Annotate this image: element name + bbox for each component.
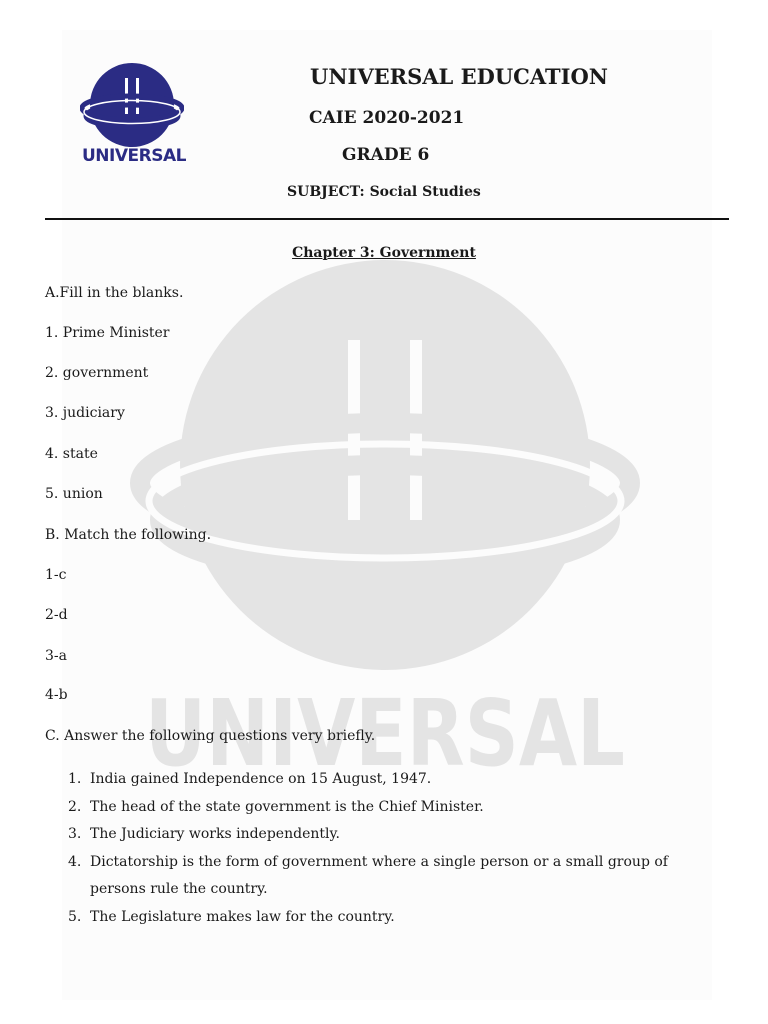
list-item bbox=[68, 849, 708, 904]
section-b-heading: B. Match the following. bbox=[45, 527, 212, 543]
subject-label: SUBJECT: bbox=[287, 184, 365, 200]
list-item-text: The Legislature makes law for the country. bbox=[90, 908, 395, 925]
section-a-item: 2. government bbox=[45, 365, 149, 381]
watermark-emblem bbox=[120, 255, 650, 775]
list-item-number: 1. bbox=[68, 771, 82, 787]
header-divider bbox=[45, 218, 729, 220]
list-item-number: 2. bbox=[68, 798, 82, 815]
list-item bbox=[68, 766, 708, 794]
list-item-text: Dictatorship is the form of government where a single person or a small group of persons rule the country. bbox=[90, 853, 668, 897]
section-c-heading: C. Answer the following questions very briefly. bbox=[45, 728, 376, 744]
logo-text: UNIVERSAL bbox=[82, 146, 186, 166]
org-name: UNIVERSAL EDUCATION bbox=[310, 64, 608, 89]
section-b-item: 3-a bbox=[45, 648, 67, 664]
section-b-item: 2-d bbox=[45, 607, 68, 623]
list-item-text: India gained Independence on 15 August, 1947. bbox=[90, 771, 432, 787]
section-a-item: 4. state bbox=[45, 446, 98, 462]
watermark-text: UNIVERSAL bbox=[145, 680, 625, 775]
list-item-number: 5. bbox=[68, 908, 82, 925]
section-a-item: 3. judiciary bbox=[45, 405, 125, 421]
list-item bbox=[68, 904, 708, 932]
chapter-title: Chapter 3: Government bbox=[292, 245, 476, 261]
list-item bbox=[68, 821, 708, 849]
list-item-number: 4. bbox=[68, 853, 82, 870]
subject-line bbox=[287, 184, 481, 200]
grade-label: GRADE 6 bbox=[342, 145, 430, 165]
list-item-number: 3. bbox=[68, 826, 82, 842]
section-a-heading: A.Fill in the blanks. bbox=[45, 285, 184, 301]
subject-value: Social Studies bbox=[369, 184, 481, 200]
list-item-text: The Judiciary works independently. bbox=[90, 826, 340, 842]
section-a-item: 1. Prime Minister bbox=[45, 325, 170, 341]
session-label: CAIE 2020-2021 bbox=[309, 108, 465, 128]
section-b-item: 1-c bbox=[45, 567, 67, 583]
section-a-item: 5. union bbox=[45, 486, 103, 502]
section-b-item: 4-b bbox=[45, 687, 68, 703]
section-c-list bbox=[68, 766, 708, 931]
list-item bbox=[68, 794, 708, 822]
list-item-text: The head of the state government is the Chief Minister. bbox=[90, 798, 484, 815]
